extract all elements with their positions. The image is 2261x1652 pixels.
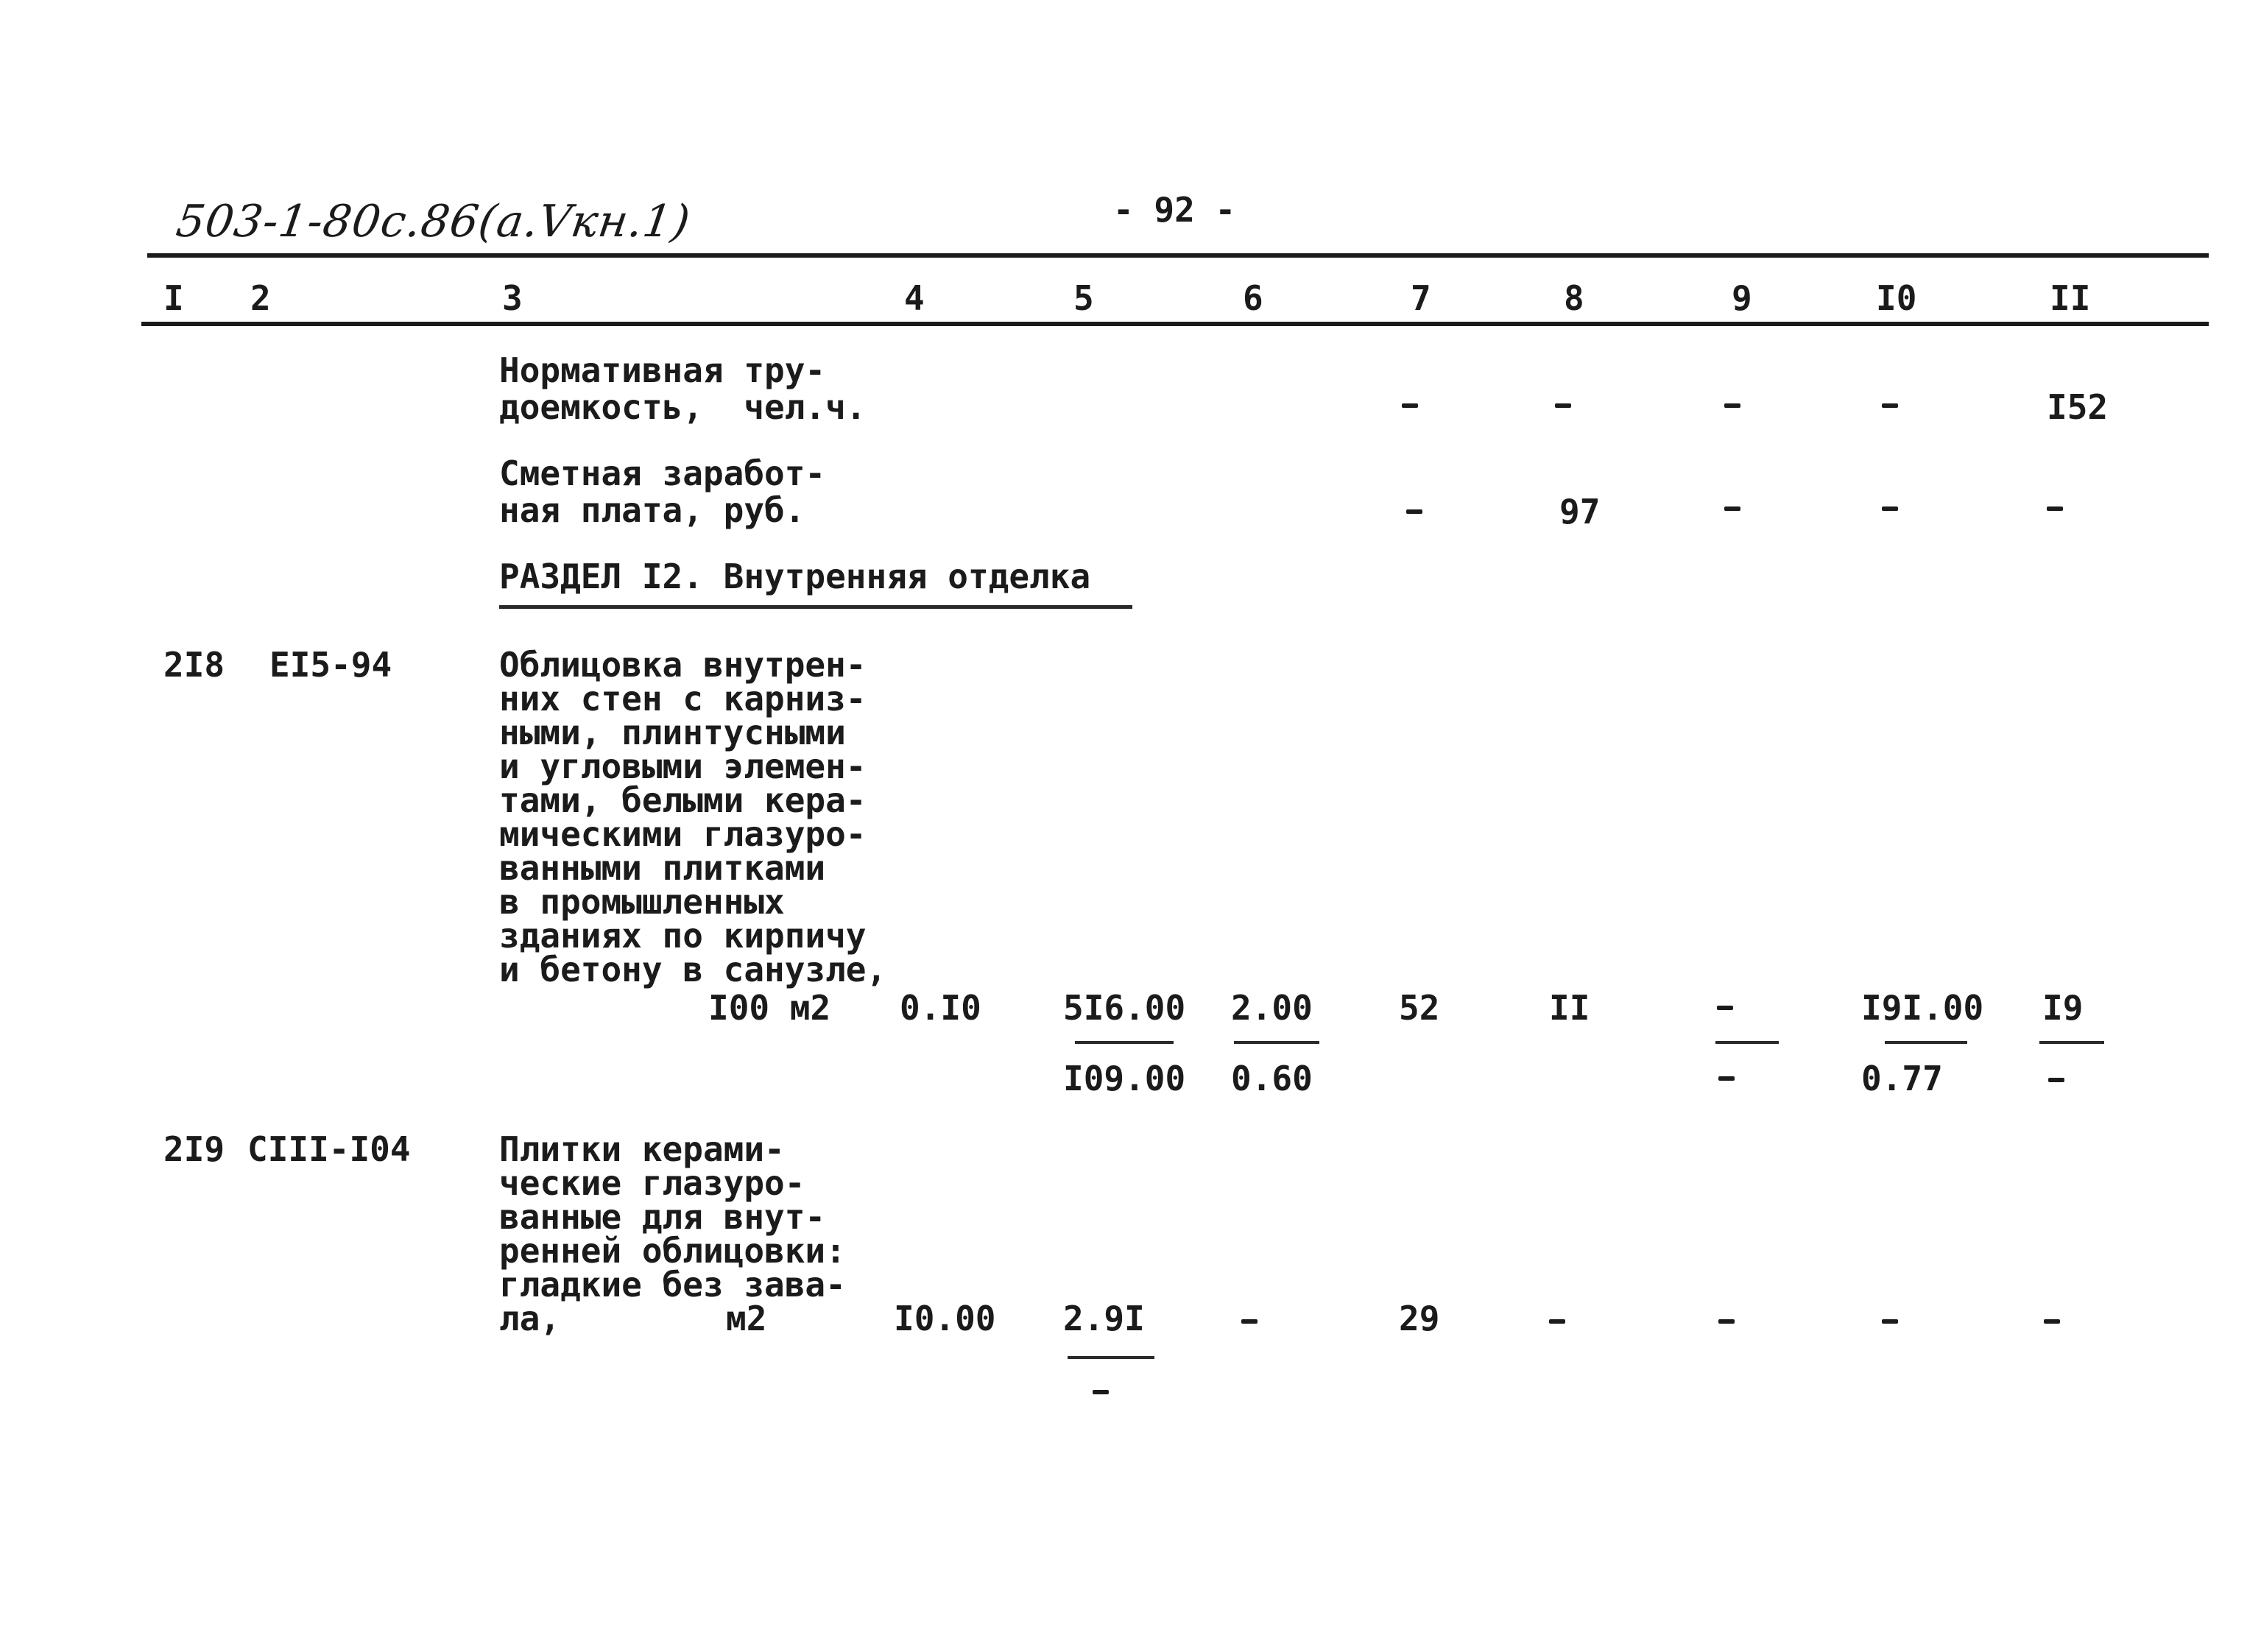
column-header: I [163,278,184,318]
row-description-line: Облицовка внутрен- [499,645,867,685]
unit: I00 м2 [708,988,831,1028]
cell-col11-top: I9 [2042,988,2084,1028]
cell-col5-bottom: I09.00 [1063,1059,1186,1098]
cell-col10-top: I9I.00 [1861,988,1984,1028]
cell-col7: 29 [1399,1299,1440,1338]
row-description-line: ная плата, руб. [499,490,805,530]
row-description-line: доемкость, чел.ч. [499,387,867,427]
fraction-line [2039,1041,2104,1044]
row-description-line: и бетону в санузле, [499,950,887,989]
row-description-line: Сметная заработ- [499,453,826,493]
rate-code: CIII-I04 [247,1129,411,1169]
row-description-line: зданиях по кирпичу [499,916,867,956]
row-description-line: в промышленных [499,882,785,922]
cell-col6-bottom: 0.60 [1231,1059,1313,1098]
document-reference: 503-1-80с.86(а.Vкн.1) [173,196,694,247]
empty-dash [1241,1319,1258,1324]
row-description-line: Плитки керами- [499,1129,785,1169]
row-description-line: и угловыми элемен- [499,746,867,786]
rate-code: EI5-94 [269,645,392,685]
fraction-line [1075,1041,1174,1044]
row-description-line: тами, белыми кера- [499,780,867,820]
fraction-line [1234,1041,1319,1044]
row-description-line: них стен с карниз- [499,679,867,719]
empty-dash [2048,1078,2064,1082]
cell-col7: 52 [1399,988,1440,1028]
fraction-line [1715,1041,1779,1044]
cell-col5-top: 5I6.00 [1063,988,1186,1028]
section-heading: РАЗДЕЛ I2. Внутренняя отделка [499,557,1091,596]
column-header: II [2050,278,2091,318]
section-heading-underline [499,605,1132,609]
row-number: 2I8 [163,645,225,685]
row-description-line: ными, плинтусными [499,713,846,752]
cell-col8: II [1549,988,1590,1028]
row-description-line: ванными плитками [499,848,826,888]
unit: м2 [726,1299,767,1338]
cell-col8: 97 [1559,492,1601,532]
empty-dash [1718,1319,1735,1324]
column-header: 5 [1073,278,1094,318]
cell-col4: I0.00 [894,1299,996,1338]
cell-col4: 0.I0 [900,988,981,1028]
column-header: 9 [1732,278,1752,318]
row-description-line: мическими глазуро- [499,814,867,854]
empty-dash [1717,1006,1733,1010]
cell-col11: I52 [2047,387,2109,427]
column-header: 3 [502,278,523,318]
column-header: I0 [1876,278,1917,318]
empty-dash [1555,403,1571,408]
row-description-line: гладкие без зава- [499,1265,846,1305]
empty-dash [1882,506,1898,511]
empty-dash [1549,1319,1565,1324]
empty-dash [2047,506,2063,511]
cell-col6-top: 2.00 [1231,988,1313,1028]
empty-dash [2044,1319,2060,1324]
empty-dash [1718,1076,1735,1081]
empty-dash [1724,506,1740,511]
row-description-line: ренней облицовки: [499,1231,846,1271]
fraction-line [1885,1041,1967,1044]
empty-dash [1882,403,1898,408]
header-top-rule [147,253,2209,258]
row-description-line: ванные для внут- [499,1197,826,1237]
cell-col10-bottom: 0.77 [1861,1059,1943,1098]
column-header: 8 [1564,278,1584,318]
row-description-line: ческие глазуро- [499,1163,805,1203]
row-number: 2I9 [163,1129,225,1169]
empty-dash [1093,1390,1109,1394]
empty-dash [1882,1319,1898,1324]
empty-dash [1406,509,1422,514]
row-description-line: ла, [499,1299,561,1338]
header-bottom-rule [141,322,2209,326]
column-header: 6 [1243,278,1263,318]
column-header: 4 [904,278,925,318]
column-header: 2 [250,278,271,318]
page-number: - 92 - [1113,190,1236,230]
empty-dash [1402,403,1418,408]
cell-col5: 2.9I [1063,1299,1145,1338]
row-description-line: Нормативная тру- [499,350,826,390]
column-header: 7 [1411,278,1431,318]
empty-dash [1724,403,1740,408]
fraction-line [1068,1356,1154,1359]
